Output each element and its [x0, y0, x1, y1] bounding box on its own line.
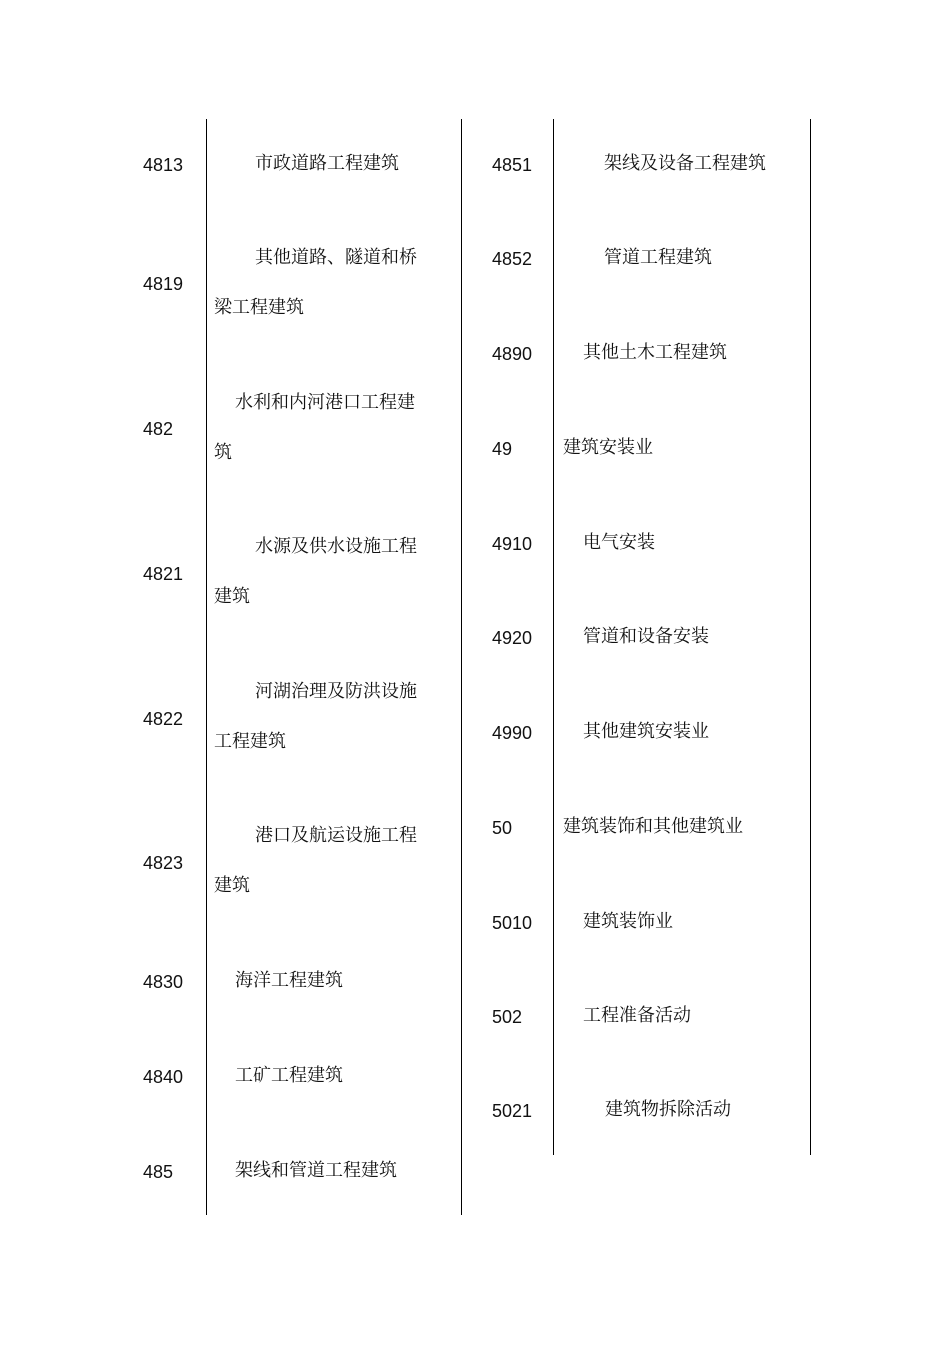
industry-name: 架线及设备工程建筑 — [604, 153, 766, 174]
industry-code: 50 — [492, 818, 513, 838]
right-inner-divider — [553, 119, 554, 1155]
industry-name: 水利和内河港口工程建 筑 — [214, 392, 415, 463]
industry-name: 电气安装 — [583, 532, 655, 553]
industry-code: 4822 — [143, 709, 184, 729]
industry-name: 管道和设备安装 — [583, 626, 709, 647]
industry-code: 5010 — [492, 913, 533, 933]
industry-name: 建筑装饰业 — [583, 911, 673, 932]
industry-code: 49 — [492, 439, 513, 459]
industry-code: 4821 — [143, 564, 184, 584]
industry-code: 4920 — [492, 628, 533, 648]
industry-code: 4852 — [492, 249, 533, 269]
industry-code: 502 — [492, 1007, 523, 1027]
industry-code: 482 — [143, 419, 174, 439]
center-column-divider — [461, 119, 462, 1215]
industry-code: 4840 — [143, 1067, 184, 1087]
industry-code: 4813 — [143, 155, 184, 175]
industry-name: 海洋工程建筑 — [235, 970, 343, 991]
industry-name: 港口及航运设施工程 建筑 — [214, 825, 417, 896]
right-column-divider — [810, 119, 811, 1155]
industry-code: 5021 — [492, 1101, 533, 1121]
industry-name: 架线和管道工程建筑 — [235, 1160, 397, 1181]
industry-name: 水源及供水设施工程 建筑 — [214, 536, 417, 607]
industry-name: 工程准备活动 — [583, 1005, 691, 1026]
industry-name: 建筑装饰和其他建筑业 — [563, 816, 743, 837]
industry-code: 4990 — [492, 723, 533, 743]
left-column-divider — [206, 119, 207, 1215]
industry-code: 4823 — [143, 853, 184, 873]
industry-name: 其他土木工程建筑 — [583, 342, 727, 363]
industry-name: 河湖治理及防洪设施 工程建筑 — [214, 681, 417, 752]
industry-code: 4890 — [492, 344, 533, 364]
industry-code: 4851 — [492, 155, 533, 175]
industry-code: 4830 — [143, 972, 184, 992]
industry-name: 其他道路、隧道和桥 梁工程建筑 — [214, 247, 417, 318]
industry-name: 建筑物拆除活动 — [605, 1099, 731, 1120]
industry-name: 管道工程建筑 — [604, 247, 712, 268]
industry-name: 其他建筑安装业 — [583, 721, 709, 742]
industry-code: 4819 — [143, 274, 184, 294]
industry-name: 市政道路工程建筑 — [255, 153, 399, 174]
industry-name: 建筑安装业 — [563, 437, 653, 458]
industry-code: 4910 — [492, 534, 533, 554]
industry-name: 工矿工程建筑 — [235, 1065, 343, 1086]
industry-code: 485 — [143, 1162, 174, 1182]
